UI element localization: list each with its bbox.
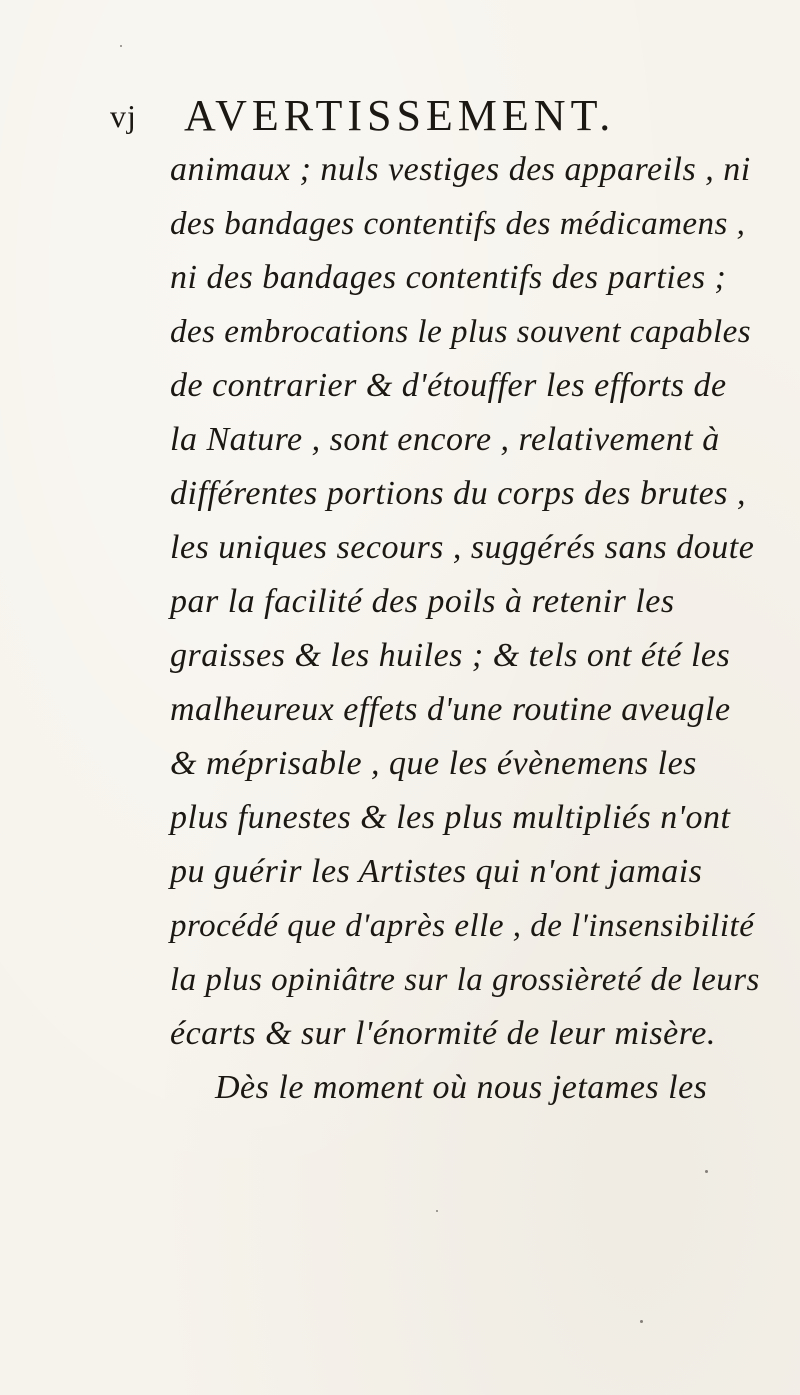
text-line: pu guérir les Artistes qui n'ont jamais: [170, 853, 703, 890]
text-line: graisses & les huiles ; & tels ont été les: [170, 637, 731, 674]
text-line: procédé que d'après elle , de l'insensibilité: [170, 908, 755, 944]
text-line: par la facilité des poils à retenir les: [170, 583, 675, 620]
text-line: Dès le moment où nous jetames les: [215, 1069, 708, 1106]
text-line: animaux ; nuls vestiges des appareils , ni: [170, 151, 751, 188]
text-line: plus funestes & les plus multipliés n'ont: [170, 799, 731, 836]
text-line: différentes portions du corps des brutes ,: [170, 475, 746, 512]
text-line: ni des bandages contentifs des parties ;: [170, 259, 727, 296]
text-line: la plus opiniâtre sur la grossièreté de leurs: [170, 962, 760, 998]
text-line: la Nature , sont encore , relativement à: [170, 421, 720, 458]
text-line: des embrocations le plus souvent capables: [170, 314, 752, 350]
page-number: vj: [110, 98, 137, 134]
text-line: de contrarier & d'étouffer les efforts de: [170, 367, 727, 404]
running-title: AVERTISSEMENT.: [184, 91, 616, 140]
running-head: [110, 90, 710, 140]
text-line: écarts & sur l'énormité de leur misère.: [170, 1015, 716, 1052]
text-line: malheureux effets d'une routine aveugle: [170, 691, 731, 728]
text-line: des bandages contentifs des médicamens ,: [170, 206, 746, 242]
text-line: & méprisable , que les évènemens les: [170, 745, 697, 782]
text-line: les uniques secours , suggérés sans doute: [170, 529, 755, 566]
